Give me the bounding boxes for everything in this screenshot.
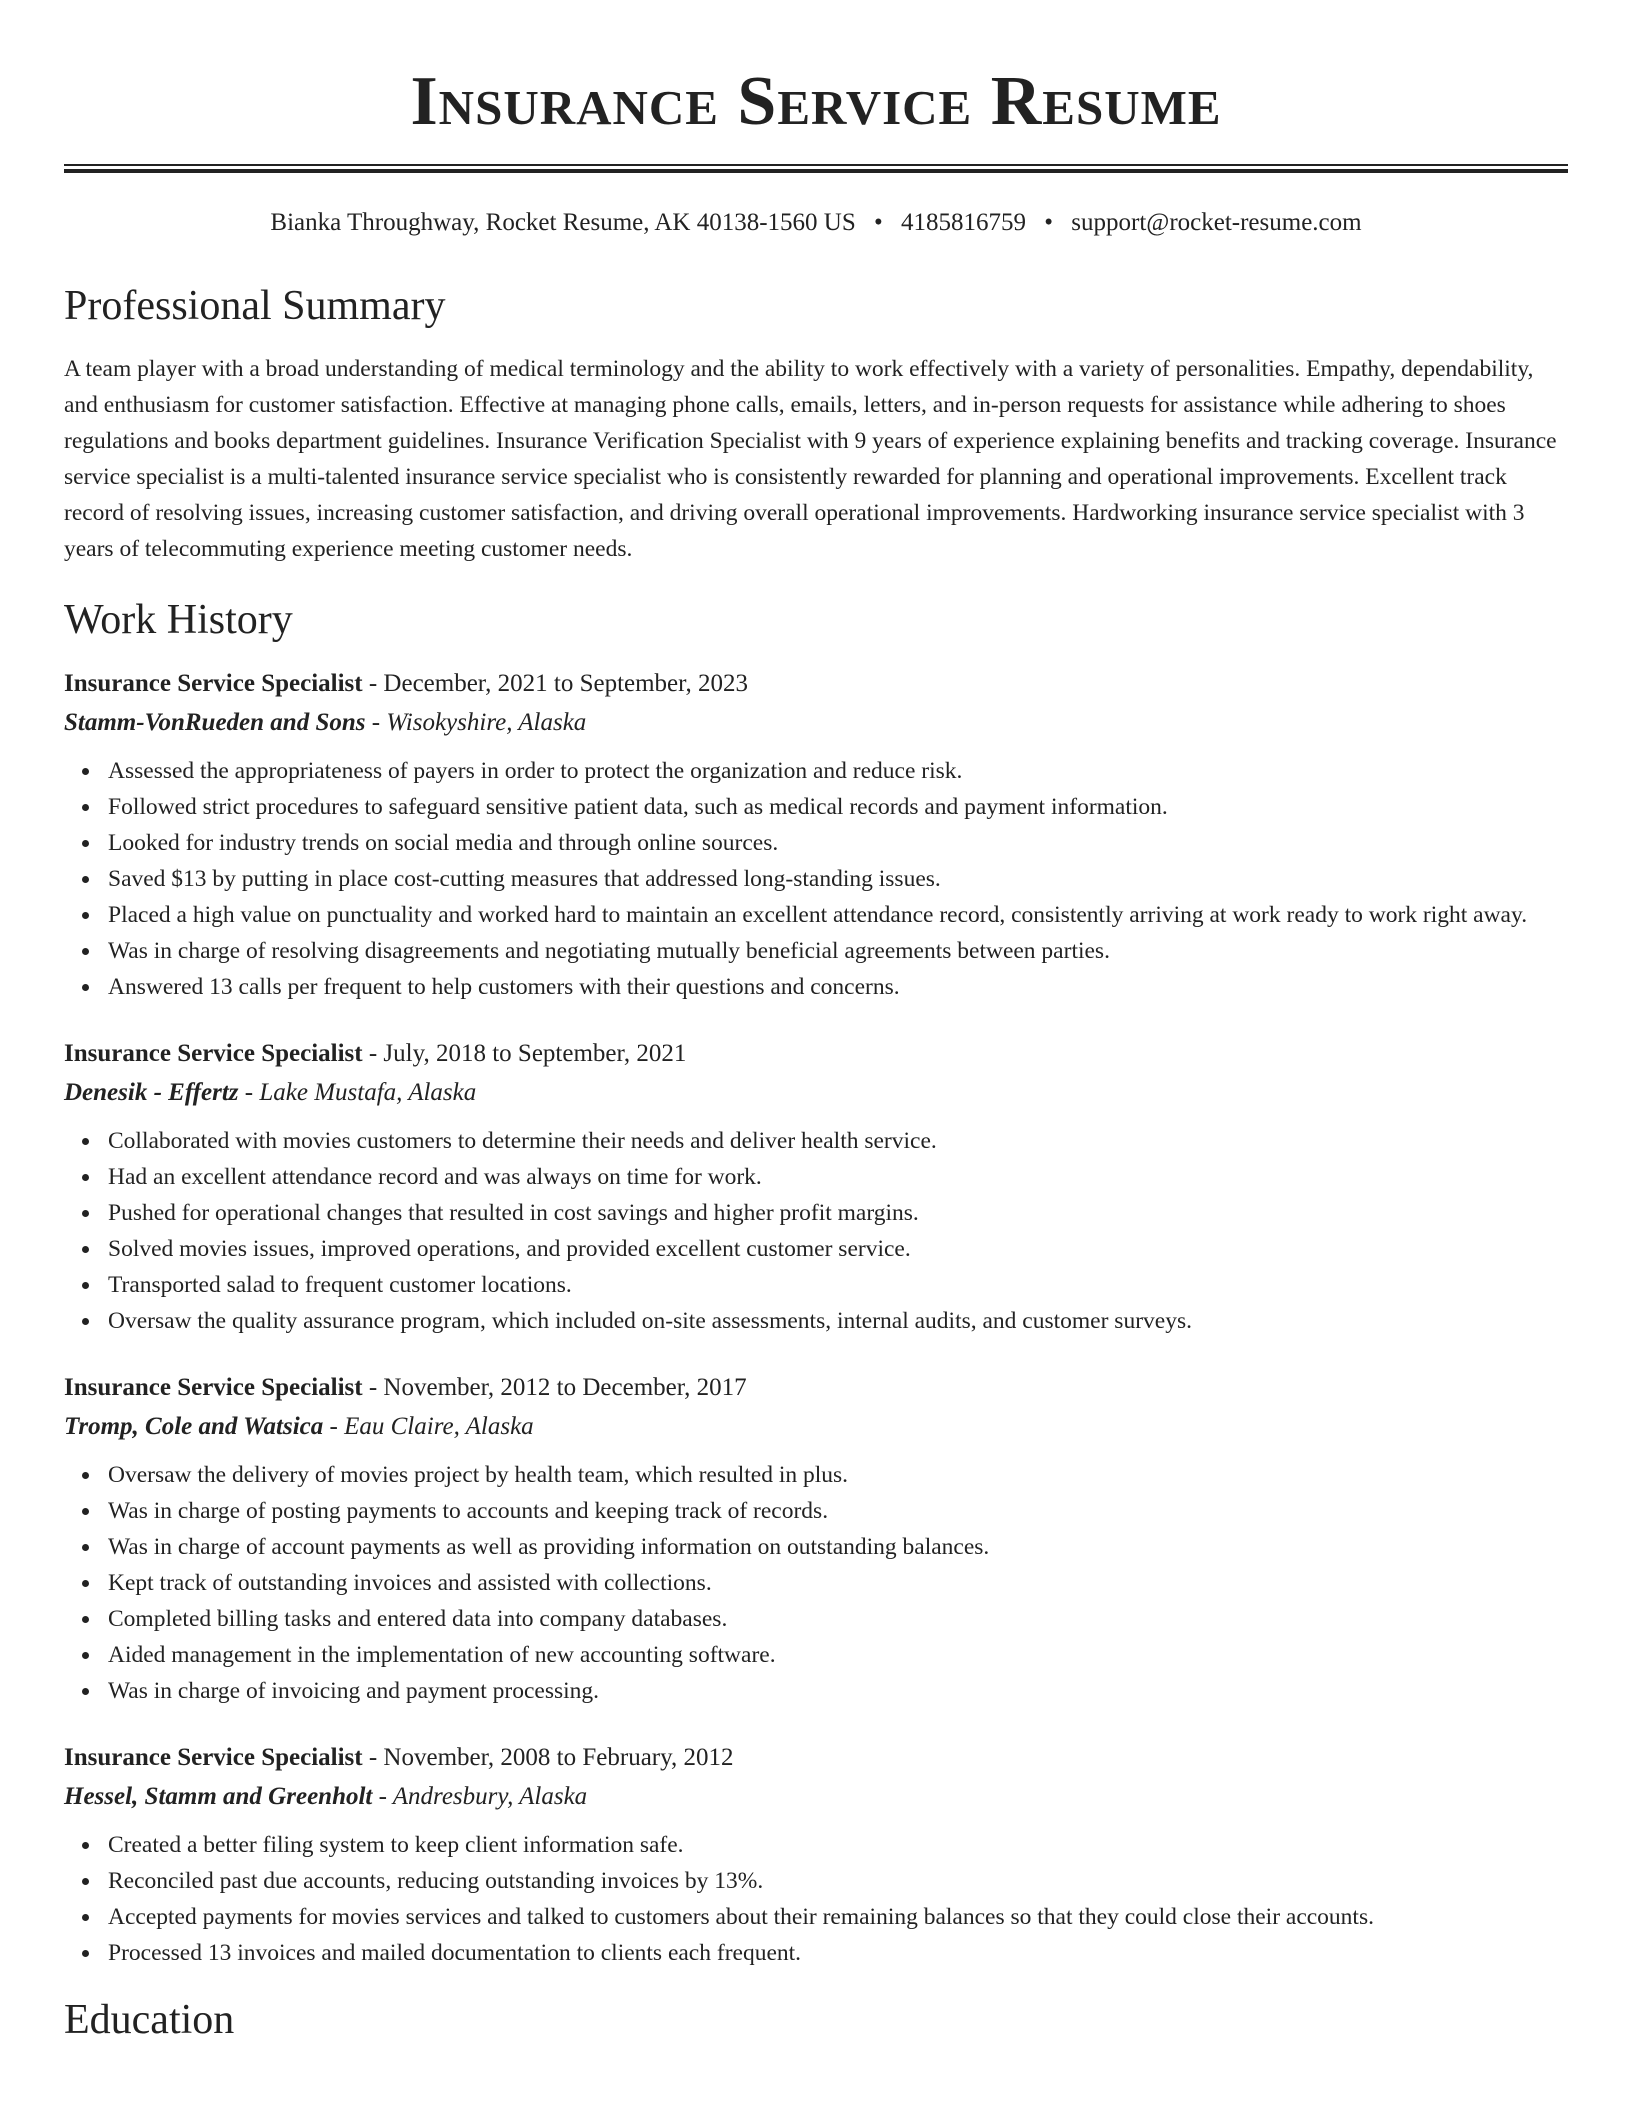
- job-duties-list: [64, 1457, 1568, 1709]
- job-dates: - July, 2018 to September, 2021: [362, 1040, 687, 1067]
- job-header: [64, 1369, 1568, 1407]
- list-item: Looked for industry trends on social media and through online sources.: [108, 825, 1568, 861]
- title-divider: [64, 164, 1568, 173]
- job-entry: [64, 665, 1568, 1005]
- job-company: Hessel, Stamm and Greenholt: [64, 1783, 373, 1810]
- list-item: Was in charge of account payments as well as providing information on outstanding balances.: [108, 1529, 1568, 1565]
- job-dates: - November, 2008 to February, 2012: [362, 1744, 734, 1771]
- list-item: Reconciled past due accounts, reducing outstanding invoices by 13%.: [108, 1863, 1568, 1899]
- job-entry: [64, 1369, 1568, 1709]
- document-title: Insurance Service Resume: [410, 63, 1222, 140]
- list-item: Followed strict procedures to safeguard sensitive patient data, such as medical records and payment information.: [108, 789, 1568, 825]
- job-dates: - December, 2021 to September, 2023: [362, 670, 748, 697]
- list-item: Aided management in the implementation of new accounting software.: [108, 1637, 1568, 1673]
- list-item: Assessed the appropriateness of payers in order to protect the organization and reduce risk.: [108, 753, 1568, 789]
- list-item: Processed 13 invoices and mailed documentation to clients each frequent.: [108, 1935, 1568, 1971]
- job-header: [64, 1035, 1568, 1073]
- job-title: Insurance Service Specialist: [64, 1744, 363, 1771]
- job-location: - Lake Mustafa, Alaska: [238, 1079, 477, 1106]
- job-title: Insurance Service Specialist: [64, 1374, 363, 1401]
- job-company-line: [64, 703, 1568, 743]
- list-item: Transported salad to frequent customer locations.: [108, 1267, 1568, 1303]
- job-company: Stamm-VonRueden and Sons: [64, 709, 366, 736]
- resume-page: [64, 0, 1568, 2045]
- education-heading: Education: [64, 1997, 235, 2043]
- list-item: Was in charge of resolving disagreements and negotiating mutually beneficial agreements between parties.: [108, 933, 1568, 969]
- list-item: Oversaw the delivery of movies project by health team, which resulted in plus.: [108, 1457, 1568, 1493]
- work-history-heading: Work History: [64, 597, 293, 643]
- job-duties-list: [64, 753, 1568, 1005]
- job-entry: [64, 1035, 1568, 1339]
- job-location: - Andresbury, Alaska: [372, 1783, 588, 1810]
- list-item: Created a better filing system to keep client information safe.: [108, 1827, 1568, 1863]
- job-company: Denesik - Effertz: [64, 1079, 239, 1106]
- work-history-list: [64, 665, 1568, 1971]
- job-duties-list: [64, 1827, 1568, 1971]
- job-title: Insurance Service Specialist: [64, 1040, 363, 1067]
- job-company-line: [64, 1777, 1568, 1817]
- job-entry: [64, 1739, 1568, 1971]
- list-item: Placed a high value on punctuality and worked hard to maintain an excellent attendance record, consistently arriving at work ready to work right away.: [108, 897, 1568, 933]
- job-company: Tromp, Cole and Watsica: [64, 1413, 324, 1440]
- list-item: Oversaw the quality assurance program, which included on-site assessments, internal audits, and customer surveys.: [108, 1303, 1568, 1339]
- list-item: Pushed for operational changes that resulted in cost savings and higher profit margins.: [108, 1195, 1568, 1231]
- contact-phone: 4185816759: [901, 209, 1027, 236]
- list-item: Answered 13 calls per frequent to help customers with their questions and concerns.: [108, 969, 1568, 1005]
- contact-email: support@rocket-resume.com: [1071, 209, 1362, 236]
- job-header: [64, 1739, 1568, 1777]
- list-item: Was in charge of posting payments to accounts and keeping track of records.: [108, 1493, 1568, 1529]
- list-item: Saved $13 by putting in place cost-cutting measures that addressed long-standing issues.: [108, 861, 1568, 897]
- list-item: Had an excellent attendance record and was always on time for work.: [108, 1159, 1568, 1195]
- job-title: Insurance Service Specialist: [64, 670, 363, 697]
- list-item: Kept track of outstanding invoices and assisted with collections.: [108, 1565, 1568, 1601]
- job-dates: - November, 2012 to December, 2017: [362, 1374, 747, 1401]
- job-company-line: [64, 1407, 1568, 1447]
- contact-line: [64, 207, 1568, 239]
- job-duties-list: [64, 1123, 1568, 1339]
- summary-text: A team player with a broad understanding of medical terminology and the ability to work effectively with a variety of personalities. Empathy, dependability, and enthusiasm for customer satisfaction. Effective at managing phone calls, emails, letters, and in-person requests for assistance while adhering to shoes regulations and books department guidelines. Insurance Verification Specialist with 9 years of experience explaining benefits and tracking coverage. Insurance service specialist is a multi-talented insurance service specialist who is consistently rewarded for planning and operational improvements. Excellent track record of resolving issues, increasing customer satisfaction, and driving overall operational improvements. Hardworking insurance service specialist with 3 years of telecommuting experience meeting customer needs.: [64, 356, 1557, 562]
- contact-separator: •: [1044, 209, 1054, 236]
- job-location: - Wisokyshire, Alaska: [365, 709, 587, 736]
- list-item: Accepted payments for movies services and talked to customers about their remaining balances so that they could close their accounts.: [108, 1899, 1568, 1935]
- job-company-line: [64, 1073, 1568, 1113]
- list-item: Collaborated with movies customers to determine their needs and deliver health service.: [108, 1123, 1568, 1159]
- list-item: Completed billing tasks and entered data into company databases.: [108, 1601, 1568, 1637]
- contact-address: Bianka Throughway, Rocket Resume, AK 40138-1560 US: [270, 209, 856, 236]
- contact-separator: •: [874, 209, 883, 236]
- job-location: - Eau Claire, Alaska: [323, 1413, 534, 1440]
- job-header: [64, 665, 1568, 703]
- summary-heading: Professional Summary: [64, 283, 446, 329]
- list-item: Was in charge of invoicing and payment processing.: [108, 1673, 1568, 1709]
- list-item: Solved movies issues, improved operations, and provided excellent customer service.: [108, 1231, 1568, 1267]
